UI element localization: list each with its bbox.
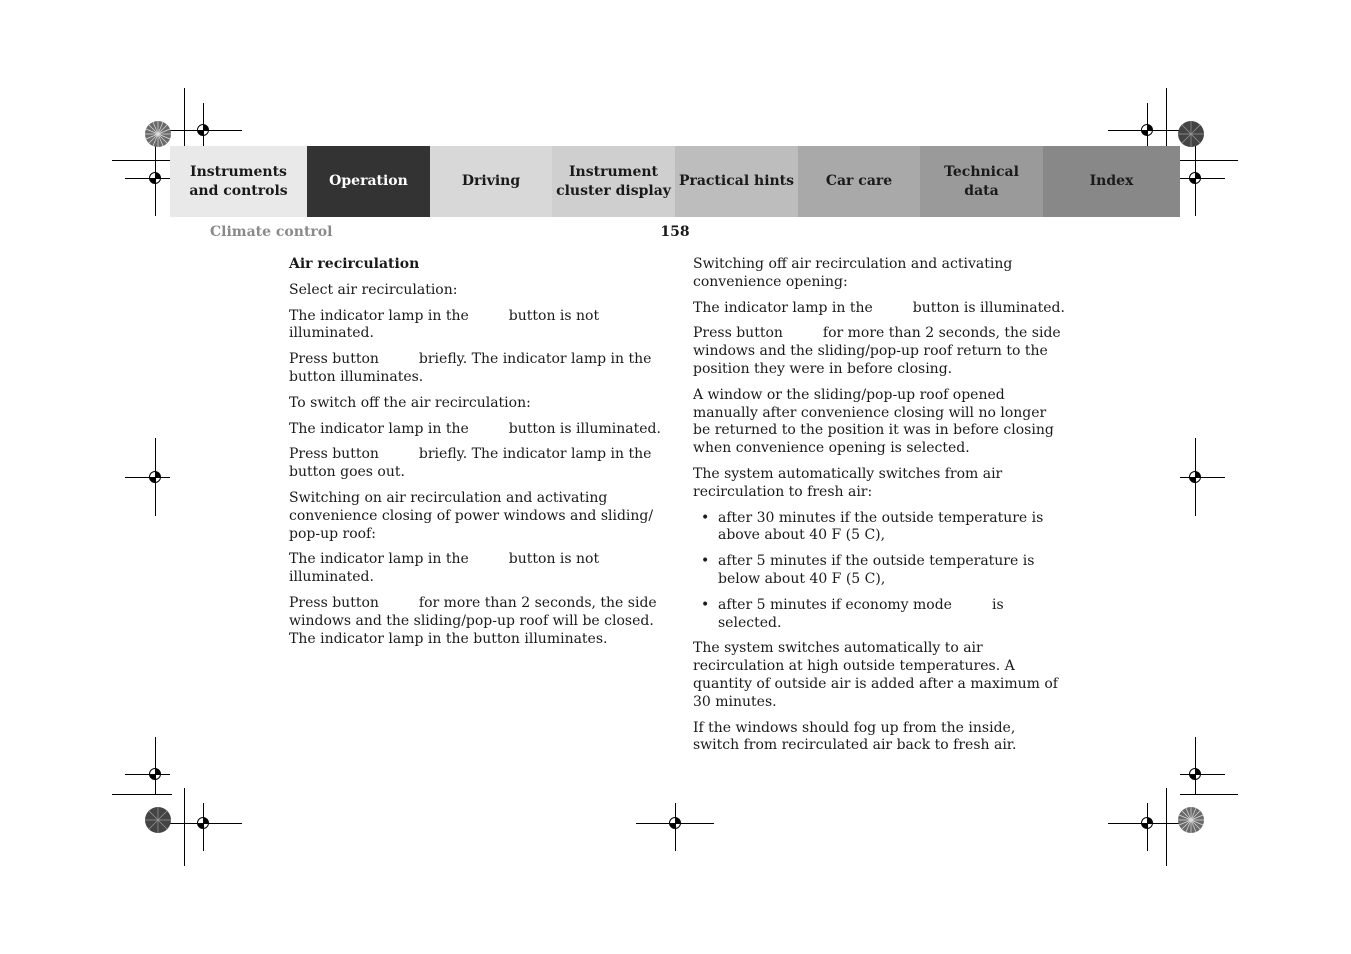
paragraph: If the windows should fog up from the inside, switch from recirculated air back to fresh air. — [693, 719, 1017, 754]
section-title: Climate control — [210, 224, 333, 240]
registration-target-icon — [1140, 123, 1154, 137]
paragraph: The indicator lamp in the button is not illuminated. — [289, 551, 600, 586]
paragraph: The indicator lamp in the button is illuminated. — [289, 420, 661, 437]
paragraph: Press button briefly. The indicator lamp in the button goes out. — [289, 446, 652, 481]
list-item: • after 5 minutes if the outside temperature is below about 40 F (5 C), — [701, 553, 1035, 587]
tab-operation[interactable]: Operation — [307, 146, 430, 217]
paragraph: Press button briefly. The indicator lamp in the button illuminates. — [289, 351, 652, 385]
right-column — [693, 256, 1065, 763]
registration-target-icon — [1188, 171, 1202, 185]
tab-technical-data[interactable]: Technical data — [920, 146, 1043, 217]
paragraph: Press button for more than 2 seconds, the side windows and the sliding/pop-up roof will be closed. The indicator lamp in the button illuminates. — [289, 594, 657, 647]
registration-target-icon — [148, 470, 162, 484]
tab-car-care[interactable]: Car care — [798, 146, 920, 217]
registration-target-icon — [148, 767, 162, 781]
paragraph: A window or the sliding/pop-up roof opened manually after convenience closing will no longer be returned to the position it was in before closing when convenience opening is selected. — [693, 386, 1054, 457]
color-rosette-icon — [1177, 120, 1205, 148]
paragraph: The indicator lamp in the button is not illuminated. — [289, 307, 600, 342]
paragraph: Press button for more than 2 seconds, the side windows and the sliding/pop-up roof return to the position they were in before closing. — [693, 325, 1061, 377]
registration-target-icon — [1188, 767, 1202, 781]
registration-target-icon — [1140, 816, 1154, 830]
tab-driving[interactable]: Driving — [430, 146, 552, 217]
paragraph: Switching on air recirculation and activating convenience closing of power windows and sliding/ pop-up roof: — [289, 489, 654, 542]
tab-practical-hints[interactable]: Practical hints — [675, 146, 798, 217]
bullet-list — [693, 510, 1065, 633]
registration-target-icon — [1188, 470, 1202, 484]
bullet-icon: • — [701, 553, 710, 570]
tab-index[interactable]: Index — [1043, 146, 1180, 217]
list-item: • after 30 minutes if the outside temperature is above about 40 F (5 C), — [701, 509, 1044, 544]
paragraph: Switching off air recirculation and activating convenience opening: — [693, 256, 1013, 290]
page-number: 158 — [660, 224, 690, 240]
paragraph: To switch off the air recirculation: — [289, 394, 531, 411]
registration-target-icon — [196, 123, 210, 137]
list-item: • after 5 minutes if economy mode is selected. — [701, 596, 1004, 631]
section-tab-bar — [170, 146, 1180, 217]
registration-target-icon — [196, 816, 210, 830]
color-rosette-icon — [144, 806, 172, 834]
paragraph: The system automatically switches from air recirculation to fresh air: — [693, 465, 1003, 500]
left-column — [289, 256, 661, 656]
bullet-icon: • — [701, 509, 710, 526]
paragraph: The system switches automatically to air recirculation at high outside temperatures. A quantity of outside air is added after a maximum of 30 minutes. — [693, 640, 1058, 710]
heading-air-recirculation: Air recirculation — [289, 256, 420, 272]
paragraph: The indicator lamp in the button is illuminated. — [693, 299, 1065, 316]
tab-instruments-and-controls[interactable]: Instruments and controls — [170, 146, 307, 217]
tab-instrument-cluster-display[interactable]: Instrument cluster display — [552, 146, 675, 217]
color-rosette-icon — [144, 120, 172, 148]
bullet-icon: • — [701, 596, 710, 613]
registration-target-icon — [148, 171, 162, 185]
paragraph: Select air recirculation: — [289, 281, 458, 298]
registration-target-icon — [668, 816, 682, 830]
color-rosette-icon — [1177, 806, 1205, 834]
